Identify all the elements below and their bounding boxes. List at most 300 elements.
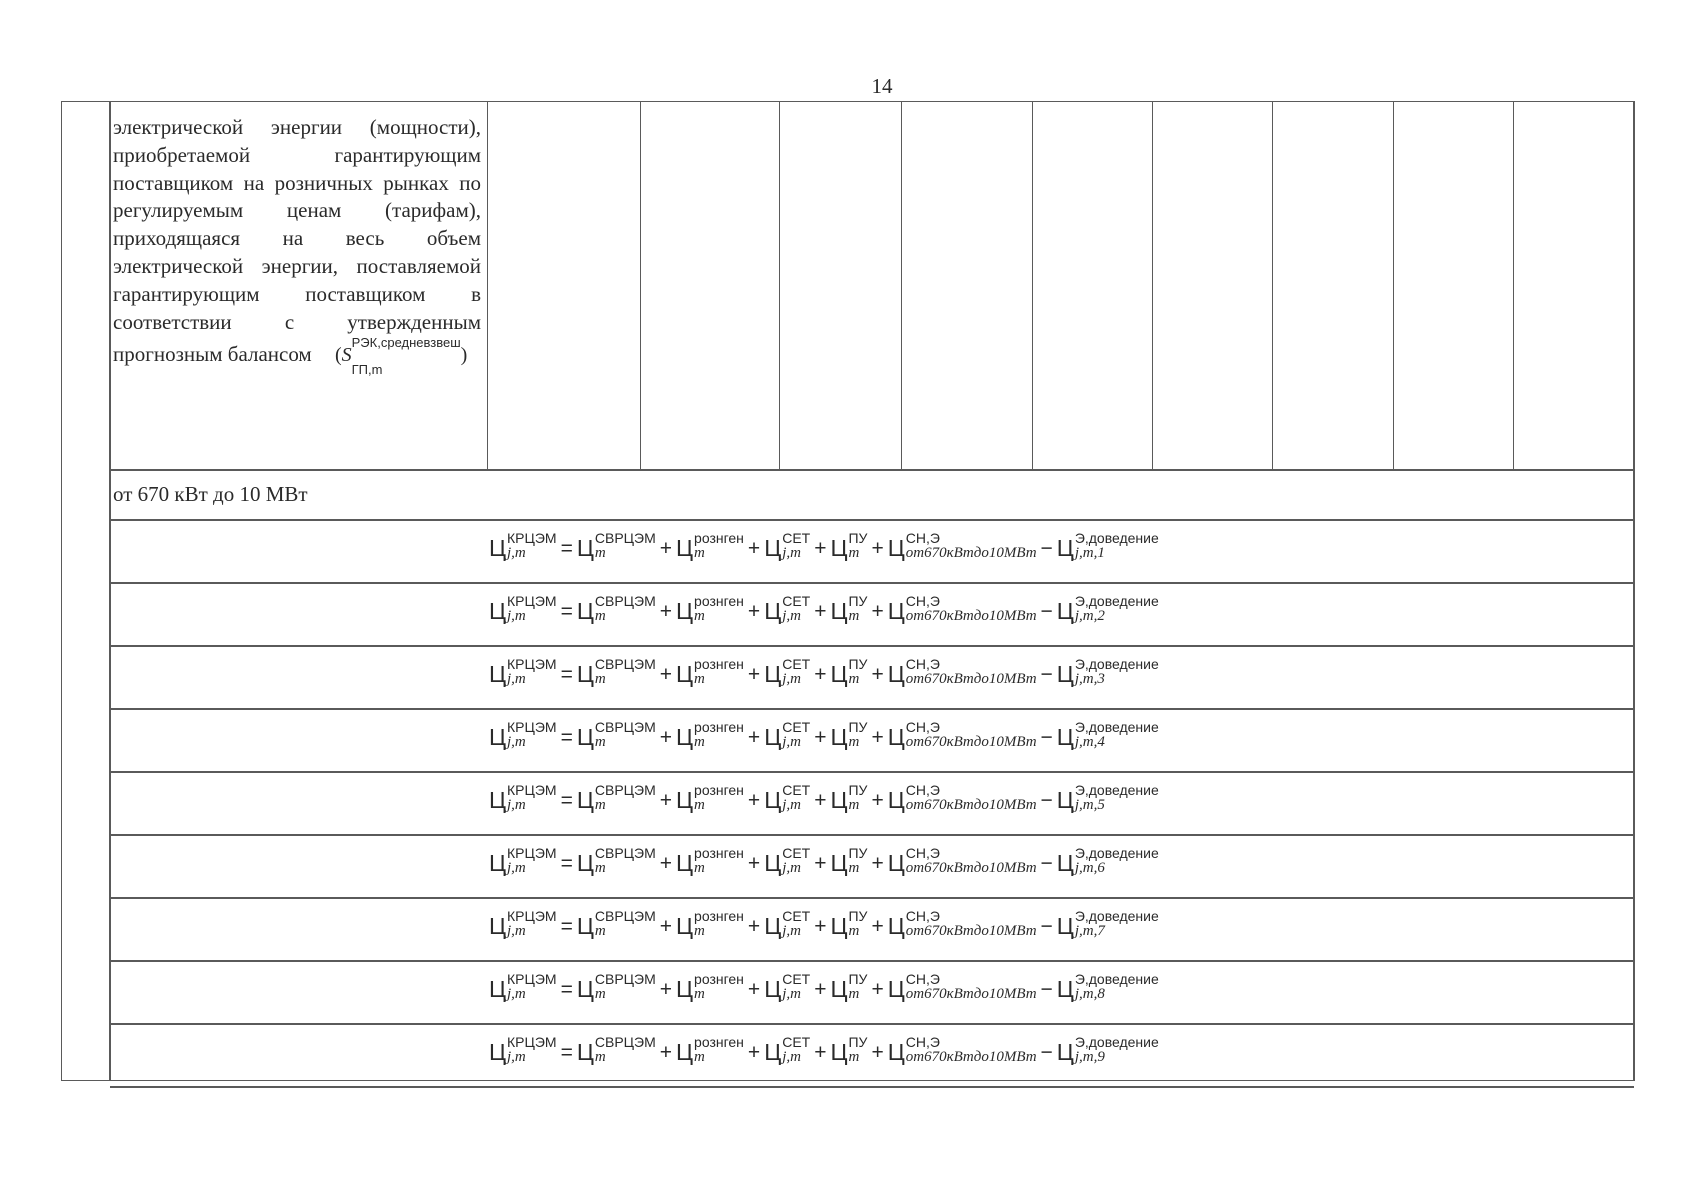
formula-letter: Ц	[764, 598, 782, 624]
formula-superscript: СН,Э	[905, 530, 940, 546]
formula-superscript: ПУ	[848, 719, 868, 735]
formula-superscript: СВРЦЭМ	[594, 845, 656, 861]
formula-operator: +	[814, 726, 827, 749]
formula-operator: +	[814, 789, 827, 812]
formula-letter: Ц	[830, 724, 848, 750]
formula-superscript: Э,доведение	[1074, 593, 1159, 609]
formula-operator: =	[560, 852, 573, 875]
formula-superscript: ПУ	[848, 845, 868, 861]
formula-superscript: СВРЦЭМ	[594, 971, 656, 987]
formula-superscript: рознген	[694, 971, 744, 987]
formula-operator: +	[871, 915, 884, 938]
formula-subscript: m	[848, 608, 860, 624]
formula-operator: +	[659, 1041, 673, 1064]
empty-cell	[901, 101, 1033, 469]
formula-superscript: СЕТ	[782, 971, 811, 987]
formula-letter: Ц	[830, 787, 848, 813]
formula-subscript: m	[594, 608, 606, 624]
formula-subscript: m	[848, 797, 860, 813]
formula-term	[888, 647, 1037, 688]
formula-letter: Ц	[887, 535, 905, 561]
formula-superscript: Э,доведение	[1074, 719, 1159, 735]
formula-superscript: СВРЦЭМ	[594, 719, 656, 735]
formula-superscript: Э,доведение	[1074, 656, 1159, 672]
formula-term	[888, 521, 1037, 562]
formula-subscript: j,m	[507, 986, 526, 1002]
formula-subscript: m	[594, 797, 606, 813]
formula-letter: Ц	[676, 535, 694, 561]
row-divider	[110, 469, 1634, 471]
formula-subscript: j,m	[507, 923, 526, 939]
formula-subscript: j,m,7	[1074, 923, 1105, 939]
formula-subscript: m	[594, 734, 606, 750]
formula-operator: +	[659, 726, 673, 749]
formula-letter: Ц	[576, 598, 594, 624]
formula-operator: −	[1040, 978, 1053, 1001]
formula-letter: Ц	[576, 1039, 594, 1065]
formula-term	[830, 773, 867, 814]
formula-term	[676, 710, 744, 751]
formula-operator: +	[871, 789, 884, 812]
formula-letter: Ц	[576, 976, 594, 1002]
formula-term	[830, 836, 867, 877]
formula-letter: Ц	[764, 787, 782, 813]
formula-letter: Ц	[489, 850, 507, 876]
formula-operator: =	[560, 663, 573, 686]
formula-subscript: m	[694, 1049, 705, 1065]
empty-cell	[1032, 101, 1153, 469]
description-text: электрической энергии (мощности), приобретаемой гарантирующим поставщиком на розничных рынках по регулируемым ценам (тарифам), приходящаяся на весь объем электрической энергии, поставляемой гарантирующим поставщиком в соответствии с утвержденным прогнозным балансом	[113, 115, 481, 367]
formula-letter: Ц	[576, 850, 594, 876]
formula-letter: Ц	[887, 913, 905, 939]
formula-letter: Ц	[887, 850, 905, 876]
formula-operator: +	[871, 663, 884, 686]
formula-term	[888, 710, 1037, 751]
formula-row	[489, 773, 1159, 835]
formula-superscript: СЕТ	[782, 908, 811, 924]
table-header-row	[110, 101, 1634, 469]
formula-letter: Ц	[830, 976, 848, 1002]
formula-operator: +	[747, 978, 761, 1001]
formula-operator: +	[747, 663, 761, 686]
formula-subscript: m	[694, 608, 705, 624]
formula-operator: +	[814, 978, 827, 1001]
formula-row	[489, 962, 1159, 1024]
formula-letter: Ц	[764, 976, 782, 1002]
formula-subscript: m	[694, 734, 705, 750]
formula-operator: =	[560, 537, 573, 560]
formula-superscript: КРЦЭМ	[507, 971, 557, 987]
formula-term	[676, 836, 744, 877]
formula-operator: =	[560, 789, 573, 812]
formula-term	[1057, 773, 1159, 814]
formula-operator: +	[747, 915, 761, 938]
formula-letter: Ц	[1056, 724, 1074, 750]
formula-subscript: m	[848, 734, 860, 750]
formula-letter: Ц	[1056, 598, 1074, 624]
formula-operator: +	[814, 1041, 827, 1064]
formula-operator: +	[747, 726, 761, 749]
formula-operator: +	[814, 537, 827, 560]
formula-term	[764, 836, 810, 877]
formula-term	[764, 962, 810, 1003]
formula-superscript: рознген	[694, 593, 744, 609]
formula-superscript: СВРЦЭМ	[594, 656, 656, 672]
formula-letter: Ц	[764, 724, 782, 750]
formula-operator: =	[560, 978, 573, 1001]
formula-operator: +	[747, 1041, 761, 1064]
formula-subscript: от670кВтдо10МВт	[905, 860, 1037, 876]
symbol-sup: РЭК,средневзвеш	[351, 335, 461, 351]
formula-letter: Ц	[576, 787, 594, 813]
formula-subscript: j,m	[782, 986, 801, 1002]
formula-subscript: j,m	[507, 734, 526, 750]
formula-subscript: от670кВтдо10МВт	[905, 545, 1037, 561]
formula-operator: +	[814, 663, 827, 686]
formula-row	[489, 899, 1159, 961]
formula-letter: Ц	[887, 1039, 905, 1065]
formula-superscript: Э,доведение	[1074, 971, 1159, 987]
formula-term	[764, 710, 810, 751]
formula-term	[764, 521, 810, 562]
formula-term	[888, 584, 1037, 625]
formula-letter: Ц	[489, 787, 507, 813]
formula-letter: Ц	[887, 724, 905, 750]
formula-operator: +	[871, 852, 884, 875]
formula-subscript: m	[694, 671, 705, 687]
formula-term	[676, 584, 744, 625]
formula-term	[577, 521, 656, 562]
formula-letter: Ц	[1056, 913, 1074, 939]
formula-subscript: m	[848, 545, 860, 561]
formula-subscript: от670кВтдо10МВт	[905, 1049, 1037, 1065]
formula-letter: Ц	[576, 661, 594, 687]
formula-term	[888, 773, 1037, 814]
formula-operator: +	[747, 537, 761, 560]
formula-letter: Ц	[764, 535, 782, 561]
formula-term	[830, 962, 867, 1003]
formula-row	[489, 647, 1159, 709]
formula-term	[830, 584, 867, 625]
formula-term	[888, 836, 1037, 877]
formula-subscript: j,m	[507, 797, 526, 813]
formula-subscript: j,m	[507, 608, 526, 624]
formula-superscript: ПУ	[848, 971, 868, 987]
formula-letter: Ц	[764, 913, 782, 939]
formula-superscript: СН,Э	[905, 656, 940, 672]
formula-term	[676, 962, 744, 1003]
formula-superscript: СВРЦЭМ	[594, 782, 656, 798]
formula-term	[676, 647, 744, 688]
page-number: 14	[871, 74, 893, 98]
formula-row	[489, 1025, 1159, 1087]
formula-subscript: j,m	[782, 860, 801, 876]
formula-superscript: СН,Э	[905, 593, 940, 609]
formula-term	[577, 647, 656, 688]
formula-superscript: рознген	[694, 782, 744, 798]
formula-operator: −	[1040, 1041, 1053, 1064]
formula-subscript: от670кВтдо10МВт	[905, 608, 1037, 624]
formula-subscript: j,m	[782, 608, 801, 624]
formula-superscript: Э,доведение	[1074, 782, 1159, 798]
formula-lhs	[489, 836, 557, 877]
formula-term	[888, 962, 1037, 1003]
formula-subscript: m	[694, 860, 705, 876]
formula-subscript: j,m,4	[1074, 734, 1105, 750]
formula-letter: Ц	[676, 976, 694, 1002]
formula-letter: Ц	[576, 913, 594, 939]
formula-lhs	[489, 710, 557, 751]
formula-lhs	[489, 773, 557, 814]
formula-superscript: СН,Э	[905, 845, 940, 861]
formula-subscript: j,m	[507, 545, 526, 561]
formula-letter: Ц	[676, 1039, 694, 1065]
formula-letter: Ц	[830, 1039, 848, 1065]
formula-term	[764, 899, 810, 940]
formula-superscript: КРЦЭМ	[507, 845, 557, 861]
formula-operator: −	[1040, 789, 1053, 812]
formula-operator: =	[560, 1041, 573, 1064]
formula-term	[830, 647, 867, 688]
formula-subscript: m	[594, 986, 606, 1002]
formula-term	[676, 899, 744, 940]
formula-term	[676, 1025, 744, 1066]
formula-superscript: СЕТ	[782, 530, 811, 546]
formula-letter: Ц	[489, 598, 507, 624]
formula-superscript: рознген	[694, 656, 744, 672]
formula-letter: Ц	[576, 535, 594, 561]
formula-subscript: m	[594, 1049, 606, 1065]
formula-operator: +	[659, 537, 673, 560]
formula-letter: Ц	[489, 535, 507, 561]
formula-superscript: КРЦЭМ	[507, 782, 557, 798]
formula-letter: Ц	[764, 1039, 782, 1065]
formula-term	[888, 1025, 1037, 1066]
formula-superscript: рознген	[694, 845, 744, 861]
formula-letter: Ц	[887, 598, 905, 624]
formula-term	[1057, 647, 1159, 688]
formula-row	[489, 836, 1159, 898]
formula-operator: −	[1040, 852, 1053, 875]
empty-cell	[488, 101, 641, 469]
formula-letter: Ц	[887, 976, 905, 1002]
formula-letter: Ц	[1056, 850, 1074, 876]
formula-letter: Ц	[676, 661, 694, 687]
formula-operator: +	[871, 978, 884, 1001]
formula-term	[1057, 962, 1159, 1003]
formula-letter: Ц	[830, 535, 848, 561]
formula-subscript: m	[694, 923, 705, 939]
formula-operator: +	[659, 600, 673, 623]
formula-term	[577, 899, 656, 940]
formula-subscript: от670кВтдо10МВт	[905, 734, 1037, 750]
formula-operator: +	[814, 600, 827, 623]
formula-superscript: КРЦЭМ	[507, 719, 557, 735]
formula-subscript: j,m	[782, 797, 801, 813]
formula-operator: =	[560, 726, 573, 749]
formula-superscript: рознген	[694, 719, 744, 735]
formula-term	[1057, 836, 1159, 877]
formula-subscript: от670кВтдо10МВт	[905, 797, 1037, 813]
formula-subscript: j,m,3	[1074, 671, 1105, 687]
formula-subscript: j,m	[782, 1049, 801, 1065]
formula-letter: Ц	[887, 661, 905, 687]
formula-letter: Ц	[887, 787, 905, 813]
formula-subscript: j,m	[782, 545, 801, 561]
formula-letter: Ц	[489, 976, 507, 1002]
formula-letter: Ц	[1056, 976, 1074, 1002]
empty-cell	[1393, 101, 1514, 469]
empty-cell	[1272, 101, 1394, 469]
formula-subscript: j,m,8	[1074, 986, 1105, 1002]
formula-subscript: j,m,6	[1074, 860, 1105, 876]
formula-term	[577, 836, 656, 877]
formula-term	[577, 1025, 656, 1066]
formula-letter: Ц	[764, 850, 782, 876]
formula-superscript: СЕТ	[782, 845, 811, 861]
formula-subscript: j,m	[782, 734, 801, 750]
formula-subscript: j,m	[782, 671, 801, 687]
formula-subscript: j,m	[507, 671, 526, 687]
formula-operator: +	[659, 978, 673, 1001]
formula-subscript: m	[848, 671, 860, 687]
formula-term	[1057, 899, 1159, 940]
formula-operator: −	[1040, 915, 1053, 938]
formula-superscript: рознген	[694, 530, 744, 546]
formula-lhs	[489, 584, 557, 625]
formula-term	[1057, 710, 1159, 751]
formula-superscript: СН,Э	[905, 719, 940, 735]
formula-superscript: СЕТ	[782, 782, 811, 798]
formula-subscript: j,m,9	[1074, 1049, 1105, 1065]
formula-term	[764, 773, 810, 814]
formula-operator: −	[1040, 537, 1053, 560]
formula-operator: −	[1040, 600, 1053, 623]
formula-letter: Ц	[1056, 1039, 1074, 1065]
formula-lhs	[489, 647, 557, 688]
formula-subscript: m	[594, 923, 606, 939]
formula-term	[577, 773, 656, 814]
formula-letter: Ц	[830, 850, 848, 876]
formula-subscript: m	[848, 860, 860, 876]
formula-subscript: m	[848, 1049, 860, 1065]
formula-subscript: m	[848, 986, 860, 1002]
formula-superscript: СВРЦЭМ	[594, 1034, 656, 1050]
formula-superscript: СЕТ	[782, 719, 811, 735]
formula-superscript: СВРЦЭМ	[594, 908, 656, 924]
symbol-base: S	[341, 344, 352, 367]
formula-lhs	[489, 899, 557, 940]
formula-letter: Ц	[830, 598, 848, 624]
formula-operator: +	[871, 600, 884, 623]
formula-superscript: СЕТ	[782, 593, 811, 609]
formula-operator: +	[747, 600, 761, 623]
formula-term	[676, 521, 744, 562]
formula-term	[888, 899, 1037, 940]
formula-superscript: Э,доведение	[1074, 530, 1159, 546]
formula-letter: Ц	[489, 661, 507, 687]
description-symbol: ($S^{РЭК,средневзвеш}$ $_{ГП,m}$)	[334, 335, 468, 378]
formula-letter: Ц	[676, 787, 694, 813]
formula-subscript: j,m,1	[1074, 545, 1105, 561]
formula-subscript: j,m	[507, 860, 526, 876]
formula-operator: −	[1040, 726, 1053, 749]
formula-superscript: СН,Э	[905, 782, 940, 798]
formula-operator: +	[659, 915, 673, 938]
formula-term	[676, 773, 744, 814]
empty-cell	[1152, 101, 1273, 469]
formula-superscript: Э,доведение	[1074, 908, 1159, 924]
formula-superscript: СЕТ	[782, 1034, 811, 1050]
formula-operator: =	[560, 915, 573, 938]
formula-subscript: j,m	[782, 923, 801, 939]
formula-term	[830, 521, 867, 562]
formula-letter: Ц	[489, 913, 507, 939]
formula-subscript: j,m,5	[1074, 797, 1105, 813]
formula-superscript: КРЦЭМ	[507, 908, 557, 924]
formula-superscript: КРЦЭМ	[507, 530, 557, 546]
formula-term	[577, 962, 656, 1003]
formula-superscript: рознген	[694, 1034, 744, 1050]
formula-subscript: m	[594, 860, 606, 876]
row-divider	[110, 1086, 1634, 1088]
formula-letter: Ц	[489, 724, 507, 750]
formula-superscript: КРЦЭМ	[507, 656, 557, 672]
formula-superscript: ПУ	[848, 908, 868, 924]
formula-superscript: рознген	[694, 908, 744, 924]
formula-operator: +	[747, 852, 761, 875]
formula-term	[1057, 1025, 1159, 1066]
formula-subscript: m	[848, 923, 860, 939]
formula-term	[577, 584, 656, 625]
formula-letter: Ц	[764, 661, 782, 687]
formula-subscript: m	[594, 545, 606, 561]
formula-operator: −	[1040, 663, 1053, 686]
formula-letter: Ц	[1056, 787, 1074, 813]
formula-letter: Ц	[676, 598, 694, 624]
formula-superscript: Э,доведение	[1074, 845, 1159, 861]
formula-operator: +	[814, 852, 827, 875]
formula-letter: Ц	[676, 850, 694, 876]
formula-term	[830, 710, 867, 751]
formula-superscript: ПУ	[848, 1034, 868, 1050]
formula-superscript: ПУ	[848, 530, 868, 546]
formula-superscript: СВРЦЭМ	[594, 593, 656, 609]
formula-letter: Ц	[489, 1039, 507, 1065]
formula-operator: +	[814, 915, 827, 938]
formula-operator: =	[560, 600, 573, 623]
formula-superscript: СН,Э	[905, 908, 940, 924]
formula-term	[1057, 584, 1159, 625]
formula-term	[830, 1025, 867, 1066]
formula-subscript: m	[594, 671, 606, 687]
empty-cell	[640, 101, 780, 469]
formula-subscript: от670кВтдо10МВт	[905, 986, 1037, 1002]
formula-row	[489, 521, 1159, 583]
formula-letter: Ц	[676, 913, 694, 939]
formula-row	[489, 710, 1159, 772]
formula-superscript: ПУ	[848, 656, 868, 672]
formula-superscript: СН,Э	[905, 1034, 940, 1050]
formula-operator: +	[871, 1041, 884, 1064]
formula-superscript: ПУ	[848, 782, 868, 798]
formula-operator: +	[659, 852, 673, 875]
formula-letter: Ц	[576, 724, 594, 750]
formula-term	[1057, 521, 1159, 562]
formula-term	[577, 710, 656, 751]
formula-lhs	[489, 1025, 557, 1066]
formula-letter: Ц	[1056, 661, 1074, 687]
